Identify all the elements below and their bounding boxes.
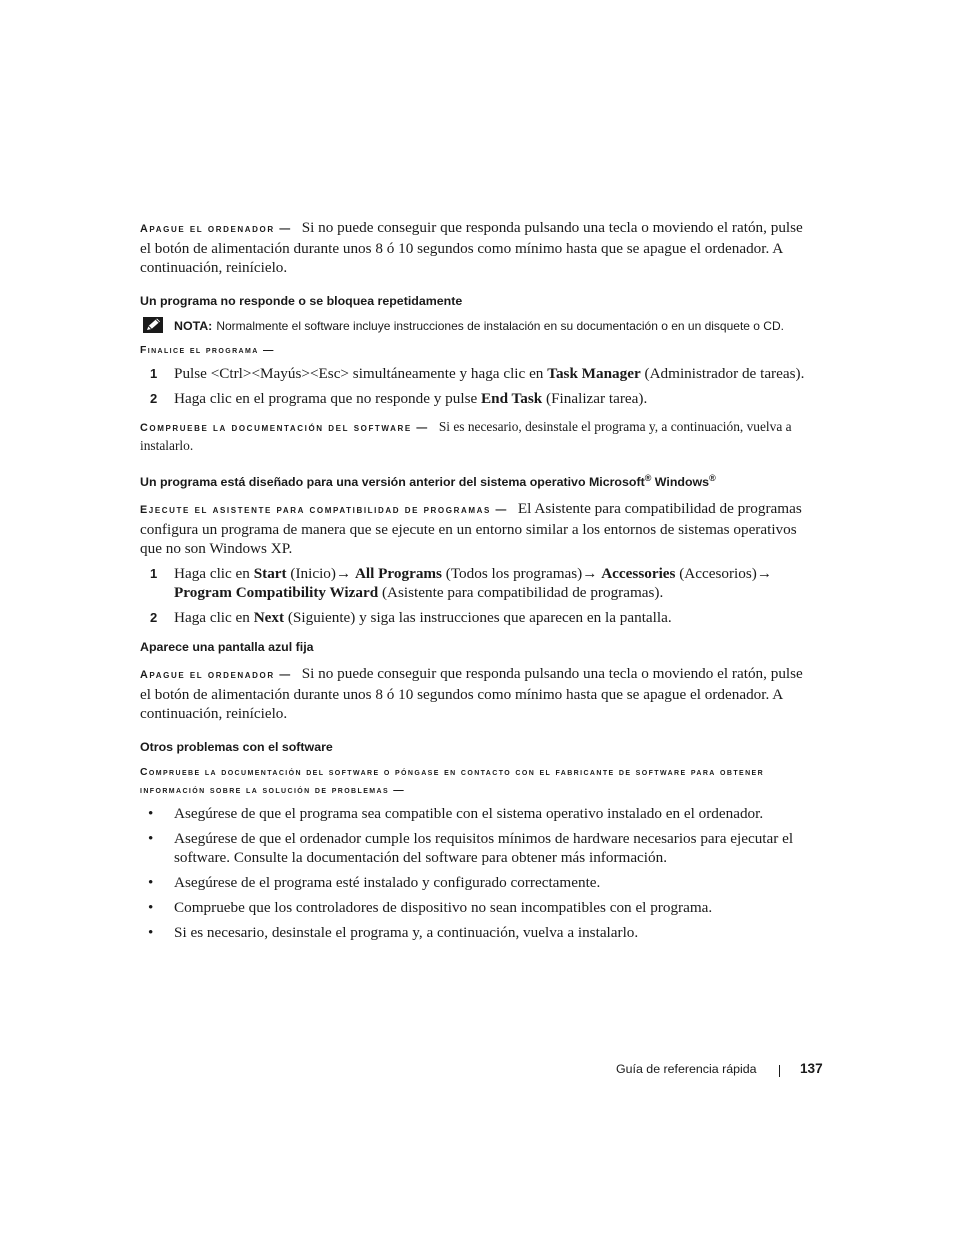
check-docs-text: Si es necesario, desinstale el programa y, a continuación, vuelva a instalarlo. (140, 419, 792, 453)
end-program-steps (140, 364, 812, 408)
list-item (140, 608, 812, 627)
task-manager-label: Task Manager (547, 365, 641, 382)
start-label: Start (253, 565, 287, 583)
shutdown-text-2: Si no puede conseguir que responda pulsando una tecla o moviendo el ratón, pulse el botón de alimentación durante unos 8 ó 10 segundos como mínimo hasta que se apague el ordenador. A continuación, reinícielo. (140, 665, 803, 723)
step-number: 2 (150, 610, 158, 626)
section-heading-blue-screen: Aparece una pantalla azul fija (140, 640, 314, 655)
step-number: 2 (150, 391, 158, 406)
section-heading-other-problems: Otros problemas con el software (140, 740, 333, 755)
compat-wizard-steps (140, 564, 812, 627)
step-number: 1 (150, 566, 158, 582)
registered-mark: ® (709, 473, 716, 483)
section-heading-unresponsive: Un programa no responde o se bloquea repetidamente (140, 294, 463, 308)
heading-text: Un programa está diseñado para una versión anterior del sistema operativo Microsoft (140, 475, 645, 490)
list-item (140, 389, 812, 408)
step-text: Haga clic en el programa que no responde y pulse (174, 390, 482, 407)
step-text: (Finalizar tarea). (542, 390, 648, 407)
shutdown-paragraph (140, 218, 812, 277)
list-item: • Compruebe que los controladores de dispositivo no sean incompatibles con el programa. (140, 898, 812, 917)
step-text: (Administrador de tareas). (640, 365, 805, 382)
section-heading-older-windows (140, 470, 812, 490)
compat-wizard-lead: Ejecute el asistente para compatibilidad de programas — (140, 504, 508, 517)
compat-wizard-paragraph (140, 499, 812, 558)
page-footer (0, 1062, 954, 1082)
footer-title: Guía de referencia rápida (616, 1062, 757, 1076)
shutdown-paragraph-2 (140, 664, 812, 723)
step-text: (Asistente para compatibilidad de programas). (378, 584, 664, 602)
list-item: • Si es necesario, desinstale el programa y, a continuación, vuelva a instalarlo. (140, 923, 812, 942)
step-text: (Todos los programas)→ (441, 565, 602, 583)
list-item (140, 564, 812, 602)
step-text: Haga clic en (174, 565, 254, 583)
step-text: Haga clic en (174, 609, 254, 627)
step-text: (Siguiente) y siga las instrucciones que aparecen en la pantalla. (284, 609, 672, 627)
note-text: Normalmente el software incluye instrucciones de instalación en su documentación o en un disquete o CD. (216, 319, 784, 333)
all-programs-label: All Programs (354, 565, 442, 583)
end-program-lead: Finalice el programa — (140, 345, 275, 356)
shutdown-lead: Apague el ordenador — (140, 223, 292, 235)
list-item: • Asegúrese de que el programa sea compatible con el sistema operativo instalado en el ordenador. (140, 804, 812, 823)
list-item: • Asegúrese de el programa esté instalado y configurado correctamente. (140, 873, 812, 892)
list-item: • Asegúrese de que el ordenador cumple los requisitos mínimos de hardware necesarios para ejecutar el software. Consulte la documentación del software para obtener más información. (140, 829, 812, 867)
note-label: NOTA: (174, 319, 213, 333)
check-docs-lead: Compruebe la documentación del software — (140, 422, 429, 434)
page-number: 137 (800, 1061, 823, 1076)
shutdown-lead-2: Apague el ordenador — (140, 669, 292, 682)
step-text: Pulse <Ctrl><Mayús><Esc> simultáneamente y haga clic en (174, 365, 548, 382)
end-task-label: End Task (481, 390, 543, 407)
step-text: (Inicio)→ (286, 565, 355, 583)
other-problems-list (140, 804, 812, 942)
check-docs-paragraph (140, 418, 812, 454)
note-pencil-icon (142, 316, 164, 334)
next-label: Next (253, 609, 285, 627)
footer-divider (779, 1065, 780, 1077)
contact-vendor-lead: Compruebe la documentación del software o póngase en contacto con el fabricante de software para obtener información sobre la solución de problemas — (140, 767, 765, 797)
accessories-label: Accessories (601, 565, 676, 583)
heading-text: Windows (651, 475, 710, 490)
shutdown-text: Si no puede conseguir que responda pulsando una tecla o moviendo el ratón, pulse el botón de alimentación durante unos 8 ó 10 segundos como mínimo hasta que se apague el ordenador. A continuación, reinícielo. (140, 219, 803, 276)
compat-wizard-text: El Asistente para compatibilidad de programas configura un programa de manera que se ejecute en un entorno similar a los entornos de sistemas operativos que no son Windows XP. (140, 500, 802, 558)
step-text: (Accesorios)→ (675, 565, 773, 583)
note-box (140, 318, 812, 334)
list-item (140, 364, 812, 383)
page-content (140, 218, 812, 948)
step-number: 1 (150, 366, 158, 381)
compat-wizard-label: Program Compatibility Wizard (174, 584, 379, 602)
registered-mark: ® (644, 473, 652, 483)
